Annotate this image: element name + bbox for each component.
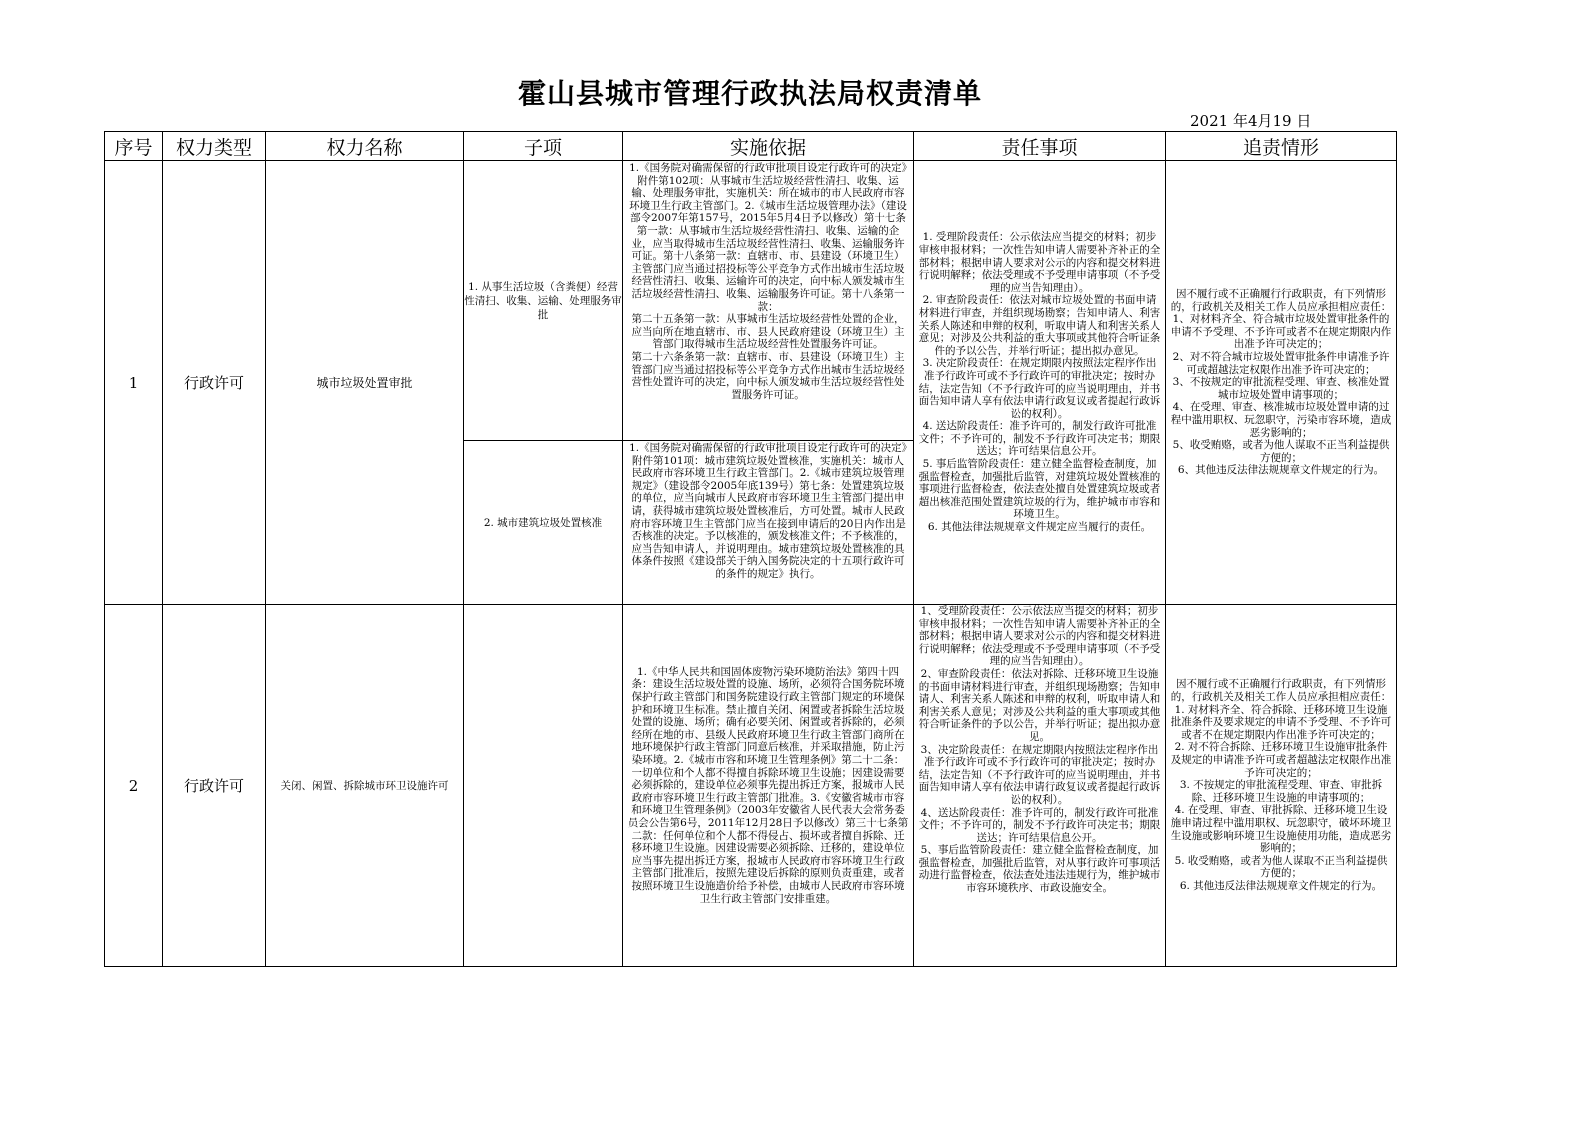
header-basis: 实施依据: [623, 132, 914, 161]
accountability-cell: [1166, 161, 1397, 605]
duty-item: 6. 其他法律法规规章文件规定应当履行的责任。: [927, 521, 1152, 534]
basis-paragraph: 1.《国务院对确需保留的行政审批项目设定行政许可的决定》附件第101项：城市建筑垃圾处置核准，实施机关：城市人民政府市容环境卫生行政主管部门。2.《城市建筑垃圾管理规定》（建设部令2005年底139号）第七条：处置建筑垃圾的单位，应当向城市人民政府市容环境卫生主管部门提出申请，获得城市建筑垃圾处置核准后，方可处置。城市人民政府市容环境卫生主管部门应当在接到申请后的20日内作出是否核准的决定。予以核准的，颁发核准文件；不予核准的，应当告知申请人，并说明理由。城市建筑垃圾处置核准的具体条件按照《建设部关于纳入国务院决定的十五项行政许可的条件的规定》执行。: [629, 442, 907, 580]
accountability-item: 因不履行或不正确履行行政职责，有下列情形的，行政机关及相关工作人员应承担相应责任：: [1170, 288, 1392, 313]
header-duties: 责任事项: [914, 132, 1166, 161]
accountability-item: 1. 对材料齐全、符合拆除、迁移环境卫生设施批准条件及要求规定的申请不予受理、不予许可或者不在规定期限内作出准予许可决定的；: [1170, 703, 1392, 741]
row-number: 2: [105, 605, 163, 967]
accountability-item: 1、对材料齐全、符合城市垃圾处置审批条件的申请不予受理、不予许可或者不在规定期限内作出准予许可决定的；: [1170, 313, 1392, 351]
document-date: 2021 年4月19 日: [1190, 112, 1312, 130]
header-power-name: 权力名称: [266, 132, 464, 161]
accountability-item: 4. 在受理、审查、审批拆除、迁移环境卫生设施申请过程中滥用职权、玩忽职守，破坏环境卫生设施或影响环境卫生设施使用功能，造成恶劣影响的；: [1170, 804, 1392, 855]
duty-item: 2. 审查阶段责任：依法对城市垃圾处置的书面申请材料进行审查，并组织现场勘察；告知申请人、利害关系人陈述和申辩的权利，听取申请人和利害关系人意见；对涉及公共利益的重大事项或其他符合听证条件的予以公告，并举行听证；提出拟办意见。: [918, 294, 1161, 357]
subitem-name: [464, 605, 623, 967]
accountability-item: 6. 其他违反法律法规规章文件规定的行为。: [1179, 879, 1383, 892]
header-no: 序号: [105, 132, 163, 161]
duty-item: 3. 决定阶段责任：在规定期限内按照法定程序作出准予行政许可或不予行政许可的审批决定；按时办结，法定告知（不予行政许可的应当说明理由，并书面告知申请人享有依法申请行政复议或者提起行政诉讼的权利）。: [918, 357, 1161, 420]
accountability-text: [1166, 288, 1396, 477]
accountability-item: 4、在受理、审查、核准城市垃圾处置申请的过程中滥用职权、玩忽职守，污染市容环境，造成恶劣影响的；: [1170, 401, 1392, 439]
basis-paragraph: 第二十五条第一款：从事城市生活垃圾经营性处置的企业，应当向所在地直辖市、市、县人民政府建设（环境卫生）主管部门取得城市生活垃圾经营性处置服务许可证。: [631, 313, 905, 351]
basis-paragraph: 第二十六条条第一款：直辖市、市、县建设（环境卫生）主管部门应当通过招投标等公平竞争方式作出城市生活垃圾经营性处置许可的决定，向中标人颁发城市生活垃圾经营性处置服务许可证。: [631, 350, 905, 401]
duty-item: 3、决定阶段责任：在规定期限内按照法定程序作出准予行政许可或不予行政许可的审批决定；按时办结，法定告知（不予行政许可的应当说明理由，并书面告知申请人享有依法申请行政复议或者提起行政诉讼的权利）。: [918, 743, 1161, 806]
basis-text: [623, 161, 913, 439]
duties-text: [914, 231, 1165, 533]
duty-item: 4. 送达阶段责任：准予许可的，制发行政许可批准文件；不予许可的，制发不予行政许可决定书；期限送达；许可结果信息公开。: [918, 420, 1161, 458]
page-title: 霍山县城市管理行政执法局权责清单: [517, 77, 982, 110]
accountability-item: 3、不按规定的审批流程受理、审查、核准处置城市垃圾处置申请事项的；: [1172, 376, 1390, 401]
duties-text: [914, 605, 1165, 965]
responsibility-table: [104, 131, 1397, 967]
table-header-row: [105, 132, 1397, 161]
power-name: 关闭、闲置、拆除城市环卫设施许可: [266, 605, 464, 967]
duty-item: 4、送达阶段责任：准予许可的，制发行政许可批准文件；不予许可的，制发不予行政许可决定书；期限送达；许可结果信息公开。: [918, 806, 1161, 844]
basis-paragraph: 1.《国务院对确需保留的行政审批项目设定行政许可的决定》附件第102项：从事城市生活垃圾经营性清扫、收集、运输、处理服务审批，实施机关：所在城市的市人民政府市容环境卫生行政主管部门。2.《城市生活垃圾管理办法》（建设部令2007年第157号，2015年5月4日予以修改）第十七条第一款：从事城市生活垃圾经营性清扫、收集、运输的企业，应当取得城市生活垃圾经营性清扫、收集、运输服务许可证。第十八条第一款：直辖市、市、县建设（环境卫生）主管部门应当通过招投标等公平竞争方式作出城市生活垃圾经营性清扫、收集、运输许可的决定，向中标人颁发城市生活垃圾经营性清扫、收集、运输服务许可证。第十八条第一款：: [629, 162, 907, 313]
header-subitem: 子项: [464, 132, 623, 161]
accountability-item: 2、对不符合城市垃圾处置审批条件申请准予许可或超越法定权限作出准予许可决定的；: [1172, 351, 1390, 376]
accountability-item: 2. 对不符合拆除、迁移环境卫生设施审批条件及规定的申请准予许可或者超越法定权限作出准予许可决定的；: [1170, 741, 1392, 779]
accountability-text: [1166, 678, 1396, 892]
basis-text: [623, 441, 913, 603]
duties-cell: [914, 161, 1166, 605]
power-type: 行政许可: [163, 605, 266, 967]
accountability-item: 因不履行或不正确履行行政职责，有下列情形的，行政机关及相关工作人员应承担相应责任：: [1170, 678, 1392, 704]
duty-item: 5. 事后监管阶段责任：建立健全监督检查制度，加强监督检查，加强批后监管，对建筑垃圾处置核准的事项进行监督检查，依法查处擅自处置建筑垃圾或者超出核准范围处置建筑垃圾的行为，维护城市市容和环境卫生。: [918, 458, 1161, 521]
header-power-type: 权力类型: [163, 132, 266, 161]
accountability-item: 6、其他违反法律法规规章文件规定的行为。: [1177, 464, 1385, 477]
subitem-name: 1. 从事生活垃圾（含粪便）经营性清扫、收集、运输、处理服务审批: [464, 161, 623, 441]
subitem-name: 2. 城市建筑垃圾处置核准: [464, 441, 623, 605]
power-type: 行政许可: [163, 161, 266, 605]
accountability-item: 5、收受贿赂，或者为他人谋取不正当利益提供方便的；: [1172, 439, 1390, 464]
duty-item: 1. 受理阶段责任：公示依法应当提交的材料；初步审核申报材料；一次性告知申请人需要补齐补正的全部材料；根据申请人要求对公示的内容和提交材料进行说明解释；依法受理或不予受理申请事项（不予受理的应当告知理由）。: [918, 231, 1161, 294]
table-row: [105, 161, 1397, 441]
accountability-item: 5. 收受贿赂，或者为他人谋取不正当利益提供方便的；: [1174, 854, 1388, 880]
accountability-item: 3. 不按规定的审批流程受理、审查、审批拆除、迁移环境卫生设施的申请事项的；: [1179, 779, 1383, 804]
basis-paragraph: 1.《中华人民共和国固体废物污染环境防治法》第四十四条：建设生活垃圾处置的设施、场所，必须符合国务院环境保护行政主管部门和国务院建设行政主管部门规定的环境保护和环境卫生标准。禁止擅自关闭、闲置或者拆除生活垃圾处置的设施、场所；确有必要关闭、闲置或者拆除的，必须经所在地的市、县级人民政府环境卫生行政主管部门商所在地环境保护行政主管部门同意后核准，并采取措施，防止污染环境。2.《城市市容和环境卫生管理条例》第二十二条：一切单位和个人都不得擅自拆除环境卫生设施；因建设需要必须拆除的，建设单位必须事先提出拆迁方案，报城市人民政府市容环境卫生行政主管部门批准。3.《安徽省城市市容和环境卫生管理条例》（2003年安徽省人民代表大会常务委员会公告第6号，2011年12月28日予以修改）第三十七条第二款：任何单位和个人都不得侵占、损坏或者擅自拆除、迁移环境卫生设施。因建设需要必须拆除、迁移的，建设单位应当事先提出拆迁方案，报城市人民政府市容环境卫生行政主管部门批准后，按照先建设后拆除的原则负责重建，或者按照环境卫生设施造价给予补偿，由城市人民政府市容环境卫生行政主管部门安排重建。: [627, 665, 909, 905]
duty-item: 5、事后监管阶段责任：建立健全监督检查制度，加强监督检查，加强批后监管，对从事行政许可事项活动进行监督检查，依法查处违法违规行为，维护城市市容环境秩序、市政设施安全。: [918, 844, 1161, 895]
table-row: [105, 605, 1397, 967]
power-name: 城市垃圾处置审批: [266, 161, 464, 605]
duty-item: 1、受理阶段责任：公示依法应当提交的材料；初步审核申报材料；一次性告知申请人需要补齐补正的全部材料；根据申请人要求对公示的内容和提交材料进行说明解释；依法受理或不予受理申请事项（不予受理的应当告知理由）。: [918, 605, 1161, 668]
row-number: 1: [105, 161, 163, 605]
header-accountability: 追责情形: [1166, 132, 1397, 161]
basis-text: [623, 665, 913, 906]
duty-item: 2、审查阶段责任：依法对拆除、迁移环境卫生设施的书面申请材料进行审查，并组织现场勘察；告知申请人、利害关系人陈述和申辩的权利，听取申请人和利害关系人意见；对涉及公共利益的重大事项或其他符合听证条件的予以公告，并举行听证；提出拟办意见。: [918, 667, 1161, 743]
